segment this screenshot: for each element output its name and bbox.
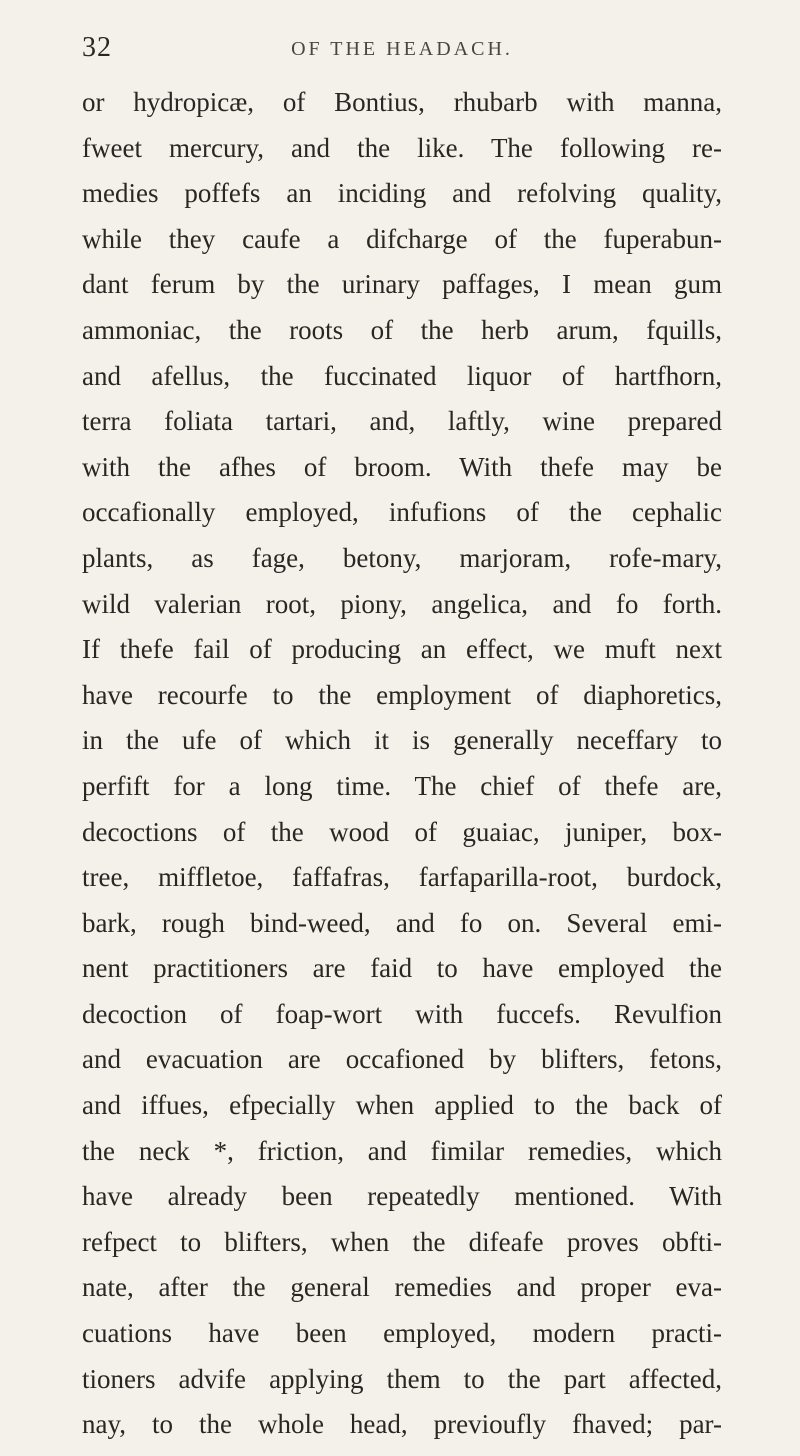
text-line: wild valerian root, piony, angelica, and fo forth. bbox=[82, 588, 722, 619]
body-text bbox=[82, 80, 722, 1448]
text-line: terra foliata tartari, and, laftly, wine prepared bbox=[82, 406, 722, 437]
text-line: tioners advife applying them to the part affected, bbox=[82, 1363, 722, 1394]
text-line: have already been repeatedly mentioned. With bbox=[82, 1181, 722, 1212]
running-head: OF THE HEADACH. bbox=[291, 38, 513, 60]
page-header bbox=[82, 32, 722, 72]
text-line: dant ferum by the urinary paffages, I mean gum bbox=[82, 269, 722, 300]
text-line: tree, miffletoe, faffafras, farfaparilla-root, burdock, bbox=[82, 862, 722, 893]
text-line: bark, rough bind-weed, and fo on. Several emi- bbox=[82, 907, 722, 938]
text-line: cuations have been employed, modern practi- bbox=[82, 1318, 722, 1349]
text-line: ammoniac, the roots of the herb arum, fquills, bbox=[82, 314, 722, 345]
text-line: the neck *, friction, and fimilar remedies, which bbox=[82, 1135, 722, 1166]
text-line: refpect to blifters, when the difeafe proves obfti- bbox=[82, 1226, 722, 1257]
text-line: If thefe fail of producing an effect, we muft next bbox=[82, 634, 722, 665]
text-line: occafionally employed, infufions of the cephalic bbox=[82, 497, 722, 528]
text-line: in the ufe of which it is generally neceffary to bbox=[82, 725, 722, 756]
text-line: plants, as fage, betony, marjoram, rofe-mary, bbox=[82, 542, 722, 573]
text-line: decoctions of the wood of guaiac, juniper, box- bbox=[82, 816, 722, 847]
text-line: and iffues, efpecially when applied to the back of bbox=[82, 1090, 722, 1121]
text-line: medies poffefs an inciding and refolving quality, bbox=[82, 178, 722, 209]
text-line: and afellus, the fuccinated liquor of hartfhorn, bbox=[82, 360, 722, 391]
text-line: nate, after the general remedies and proper eva- bbox=[82, 1272, 722, 1303]
text-line: while they caufe a difcharge of the fuperabun- bbox=[82, 223, 722, 254]
text-line: with the afhes of broom. With thefe may be bbox=[82, 451, 722, 482]
text-line: or hydropicæ, of Bontius, rhubarb with manna, bbox=[82, 87, 722, 117]
text-line: nent practitioners are faid to have employed the bbox=[82, 953, 722, 984]
text-line: nay, to the whole head, previoufly fhaved; par- bbox=[82, 1409, 722, 1440]
page-number: 32 bbox=[82, 32, 112, 63]
text-line: decoction of foap-wort with fuccefs. Revulfion bbox=[82, 998, 722, 1029]
text-line: and evacuation are occafioned by blifters, fetons, bbox=[82, 1044, 722, 1075]
text-line: fweet mercury, and the like. The following re- bbox=[82, 132, 722, 163]
text-line: perfift for a long time. The chief of thefe are, bbox=[82, 770, 722, 801]
text-line: have recourfe to the employment of diaphoretics, bbox=[82, 679, 722, 710]
